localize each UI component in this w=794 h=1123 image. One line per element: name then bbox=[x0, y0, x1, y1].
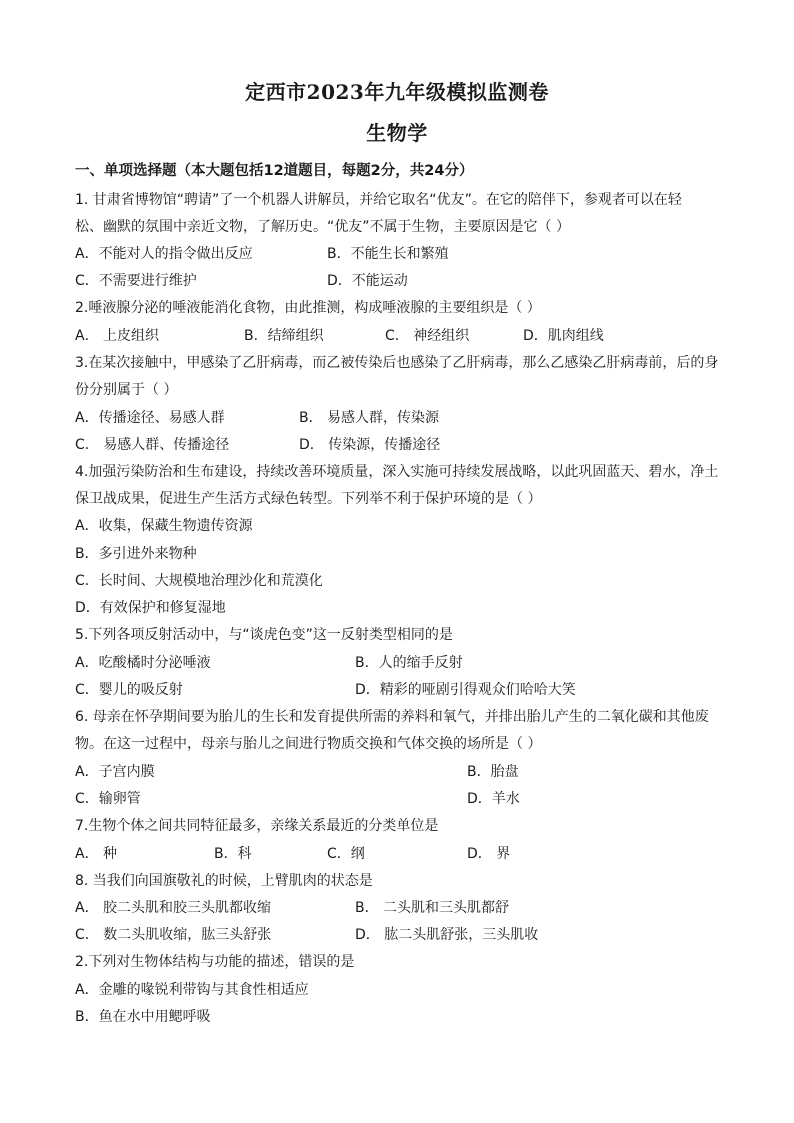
question-1-line-1: 1. 甘肃省博物馆“聘请”了一个机器人讲解员，并给它取名“优友”。在它的陪伴下，参观者可以在轻 bbox=[75, 192, 682, 208]
question-4-option-a: A．收集，保藏生物遗传资源 bbox=[75, 518, 253, 534]
question-6-option-b: B．胎盘 bbox=[467, 764, 519, 780]
question-7-option-d: D． 界 bbox=[467, 846, 511, 862]
question-3-option-d: D． 传染源，传播途径 bbox=[299, 437, 441, 453]
question-5-line-1: 5.下列各项反射活动中，与“谈虎色变”这一反射类型相同的是 bbox=[75, 627, 453, 643]
question-6-line-2: 物。在这一过程中，母亲与胎儿之间进行物质交换和气体交换的场所是（ ） bbox=[75, 736, 542, 752]
question-2-line-1: 2.唾液腺分泌的唾液能消化食物，由此推测，构成唾液腺的主要组织是（ ） bbox=[75, 300, 541, 316]
question-6-line-1: 6. 母亲在怀孕期间要为胎儿的生长和发育提供所需的养料和氧气，并排出胎儿产生的二氧化碳和其他废 bbox=[75, 709, 709, 725]
question-9-option-b: B．鱼在水中用鳃呼吸 bbox=[75, 1009, 211, 1025]
question-9-line-1: 2.下列对生物体结构与功能的描述，错误的是 bbox=[75, 954, 355, 970]
question-9-option-a: A．金雕的喙锐利带钩与其食性相适应 bbox=[75, 982, 309, 998]
question-6-option-a: A．子宫内膜 bbox=[75, 764, 155, 780]
question-8-option-a: A． 胶二头肌和胶三头肌都收缩 bbox=[75, 900, 272, 916]
question-5-option-c: C．婴儿的吸反射 bbox=[75, 682, 183, 698]
question-1-option-d: D．不能运动 bbox=[327, 273, 408, 289]
question-3-option-b: B． 易感人群，传染源 bbox=[299, 410, 440, 426]
question-4-option-d: D．有效保护和修复湿地 bbox=[75, 600, 226, 616]
question-4-line-2: 保卫战成果，促进生产生活方式绿色转型。下列举不利于保护环境的是（ ） bbox=[75, 491, 542, 507]
question-4-option-c: C．长时间、大规模地治理沙化和荒漠化 bbox=[75, 573, 323, 589]
question-5-option-d: D．精彩的哑剧引得观众们哈哈大笑 bbox=[355, 682, 576, 698]
question-2-option-a: A． 上皮组织 bbox=[75, 328, 160, 344]
question-1-option-c: C．不需要进行维护 bbox=[75, 273, 197, 289]
question-8-option-c: C． 数二头肌收缩，肱三头舒张 bbox=[75, 927, 272, 943]
question-8-option-b: B． 二头肌和三头肌都舒 bbox=[355, 900, 510, 916]
subject-title: 生物学 bbox=[366, 121, 428, 145]
question-2-option-b: B．结缔组织 bbox=[244, 328, 324, 344]
question-4-line-1: 4.加强污染防治和生布建设，持续改善环境质量，深入实施可持续发展战略，以此巩固蓝天、碧水，净土 bbox=[75, 464, 719, 480]
question-7-option-a: A． 种 bbox=[75, 846, 118, 862]
question-1-option-a: A．不能对人的指令做出反应 bbox=[75, 246, 253, 262]
question-1-option-b: B．不能生长和繁殖 bbox=[327, 246, 449, 262]
question-6-option-d: D．羊水 bbox=[467, 791, 520, 807]
question-3-option-c: C． 易感人群、传播途径 bbox=[75, 437, 230, 453]
question-6-option-c: C．输卵管 bbox=[75, 791, 141, 807]
exam-title: 定西市2023年九年级模拟监测卷 bbox=[245, 80, 549, 104]
question-2-option-d: D．肌肉组线 bbox=[523, 328, 604, 344]
section-heading: 一、单项选择题（本大题包括12道题目，每题2分，共24分） bbox=[75, 163, 474, 179]
question-3-line-1: 3.在某次接触中，甲感染了乙肝病毒，而乙被传染后也感染了乙肝病毒，那么乙感染乙肝病毒前，后的身 bbox=[75, 355, 719, 371]
question-8-line-1: 8. 当我们向国旗敬礼的时候，上臂肌肉的状态是 bbox=[75, 873, 373, 889]
question-8-option-d: D． 肱二头肌舒张，三头肌收 bbox=[355, 927, 539, 943]
question-7-line-1: 7.生物个体之间共同特征最多，亲缘关系最近的分类单位是 bbox=[75, 818, 439, 834]
question-2-option-c: C． 神经组织 bbox=[385, 328, 470, 344]
question-5-option-a: A．吃酸橘时分泌唾液 bbox=[75, 655, 211, 671]
question-7-option-c: C．纲 bbox=[327, 846, 365, 862]
question-4-option-b: B．多引进外来物种 bbox=[75, 546, 197, 562]
question-1-line-2: 松、幽默的氛围中亲近文物，了解历史。“优友”不属于生物，主要原因是它（ ） bbox=[75, 219, 570, 235]
question-3-option-a: A．传播途径、易感人群 bbox=[75, 410, 225, 426]
question-7-option-b: B．科 bbox=[214, 846, 252, 862]
question-5-option-b: B．人的缩手反射 bbox=[355, 655, 463, 671]
question-3-line-2: 份分别属于（ ） bbox=[75, 382, 178, 398]
